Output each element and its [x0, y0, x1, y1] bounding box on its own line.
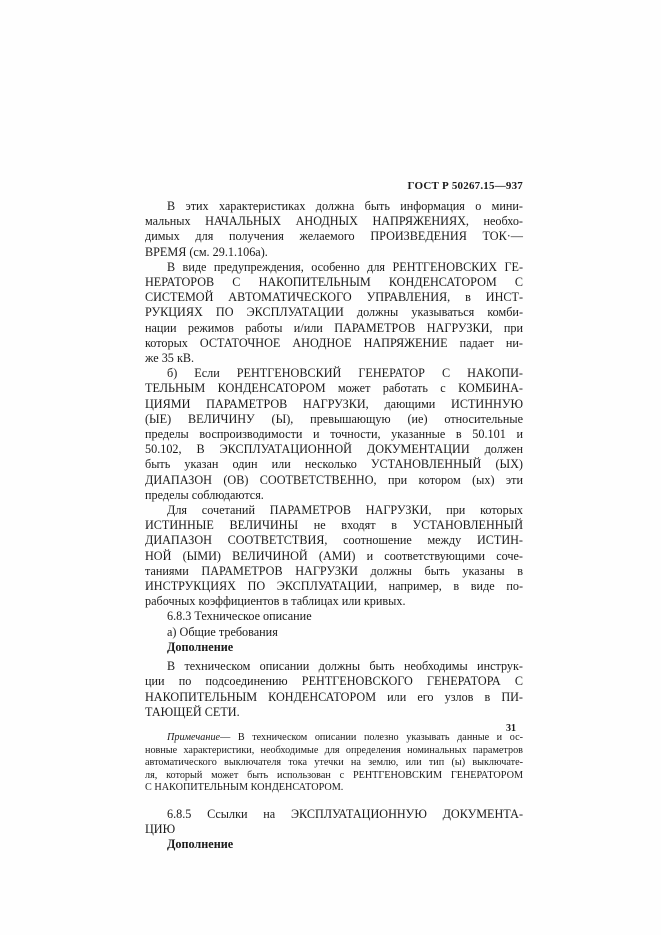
text-line: ЦИЯМИ ПАРАМЕТРОВ НАГРУЗКИ, дающими ИСТИННУЮ [145, 396, 523, 411]
text-line: ТАЮЩЕЙ СЕТИ. [145, 704, 240, 719]
text-line: пределы соблюдаются. [145, 487, 264, 502]
text-line: В этих характеристиках должна быть информация о мини- [167, 199, 523, 213]
section-6-8-3-heading: 6.8.3 Техническое описание [167, 609, 312, 624]
paragraph-item-b [145, 366, 523, 503]
text-line: ДИАПАЗОН СООТВЕТСТВИЯ, соотношение между ИСТИН- [145, 533, 523, 548]
text-line: В виде предупреждения, особенно для РЕНТГЕНОВСКИХ ГЕ- [167, 259, 523, 274]
page-number: 31 [506, 723, 516, 734]
text-line: таниями ПАРАМЕТРОВ НАГРУЗКИ должны быть указаны в [145, 563, 523, 578]
text-line: НОЙ (ЫМИ) ВЕЛИЧИНОЙ (АМИ) и соответствующими соче- [145, 548, 523, 563]
note-first-line [145, 732, 523, 745]
paragraph-combinations [145, 503, 523, 609]
text-line: же 35 кВ. [145, 351, 195, 366]
text-line: 50.102, В ЭКСПЛУАТАЦИОННОЙ ДОКУМЕНТАЦИИ должен [145, 442, 523, 457]
text-line: ДИАПАЗОН (ОВ) СООТВЕТСТВЕННО, при котором (ых) эти [145, 472, 523, 487]
text-line: быть указан один или несколько УСТАНОВЛЕННЫЙ (ЫХ) [145, 457, 523, 472]
section-6-8-5-heading [145, 807, 523, 837]
text-line: пределы воспроизводимости и точности, указанные в 50.101 и [145, 427, 523, 442]
paragraph-tech-description [145, 659, 523, 720]
text-line: НЕРАТОРОВ С НАКОПИТЕЛЬНЫМ КОНДЕНСАТОРОМ С [145, 275, 523, 290]
text-line: С НАКОПИТЕЛЬНЫМ КОНДЕНСАТОРОМ. [145, 782, 344, 794]
text-line: б) Если РЕНТГЕНОВСКИЙ ГЕНЕРАТОР С НАКОПИ- [167, 366, 523, 381]
text-line: димых для получения желаемого ПРОИЗВЕДЕНИЯ ТОК·— [145, 229, 523, 244]
paragraph-min-voltages [145, 199, 523, 260]
text-line: Для сочетаний ПАРАМЕТРОВ НАГРУЗКИ, при которых [167, 503, 523, 518]
text-line: СИСТЕМОЙ АВТОМАТИЧЕСКОГО УПРАВЛЕНИЯ, в ИНСТ- [145, 290, 523, 305]
text-line: которых ОСТАТОЧНОЕ АНОДНОЕ НАПРЯЖЕНИЕ падает ни- [145, 335, 523, 350]
text-line: ля, который может быть использован с РЕНТГЕНОВСКИМ ГЕНЕРАТОРОМ [145, 769, 523, 781]
text-line: ИНСТРУКЦИЯХ ПО ЭКСПЛУАТАЦИИ, например, в виде по- [145, 579, 523, 594]
text-line: автоматического выключателя тока утечки на землю, или тип (ы) выключате- [145, 757, 523, 769]
text-line: — В техническом описании полезно указывать данные и ос- [220, 731, 523, 743]
page-body [145, 199, 523, 852]
text-line: НАКОПИТЕЛЬНЫМ КОНДЕНСАТОРОМ или его узлов в ПИ- [145, 689, 523, 704]
text-line: 6.8.5 Ссылки на ЭКСПЛУАТАЦИОННУЮ ДОКУМЕНТА- [167, 806, 523, 821]
text-line: ЦИЮ [145, 822, 176, 837]
text-line: (ЫЕ) ВЕЛИЧИНУ (Ы), превышающую (ие) относительные [145, 411, 523, 426]
text-line: ВРЕМЯ (см. 29.1.106а). [145, 244, 268, 259]
subsection-a-heading: а) Общие требования [167, 624, 278, 639]
addition-heading: Дополнение [167, 639, 234, 654]
text-line: ИСТИННЫЕ ВЕЛИЧИНЫ не входят в УСТАНОВЛЕННЫЙ [145, 518, 523, 533]
text-line: РУКЦИЯХ ПО ЭКСПЛУАТАЦИИ должны указываться комби- [145, 305, 523, 320]
text-line: В техническом описании должны быть необходимы инструк- [167, 659, 523, 674]
text-line: ТЕЛЬНЫМ КОНДЕНСАТОРОМ может работать с КОМБИНА- [145, 381, 523, 396]
text-line: новные характеристики, необходимые для определения номинальных параметров [145, 744, 523, 756]
text-line: нации режимов работы и/или ПАРАМЕТРОВ НАГРУЗКИ, при [145, 320, 523, 335]
addition-heading: Дополнение [167, 837, 234, 852]
note-block [145, 732, 523, 795]
note-label: Примечание [167, 731, 221, 743]
text-line: рабочных коэффициентов в таблицах или кривых. [145, 594, 406, 609]
text-line: ции по подсоединению РЕНТГЕНОВСКОГО ГЕНЕРАТОРА С [145, 674, 523, 689]
standard-code-header: ГОСТ Р 50267.15—937 [407, 180, 523, 192]
paragraph-warning [145, 260, 523, 366]
text-line: мальных НАЧАЛЬНЫХ АНОДНЫХ НАПРЯЖЕНИЯХ, необхо- [145, 214, 523, 229]
